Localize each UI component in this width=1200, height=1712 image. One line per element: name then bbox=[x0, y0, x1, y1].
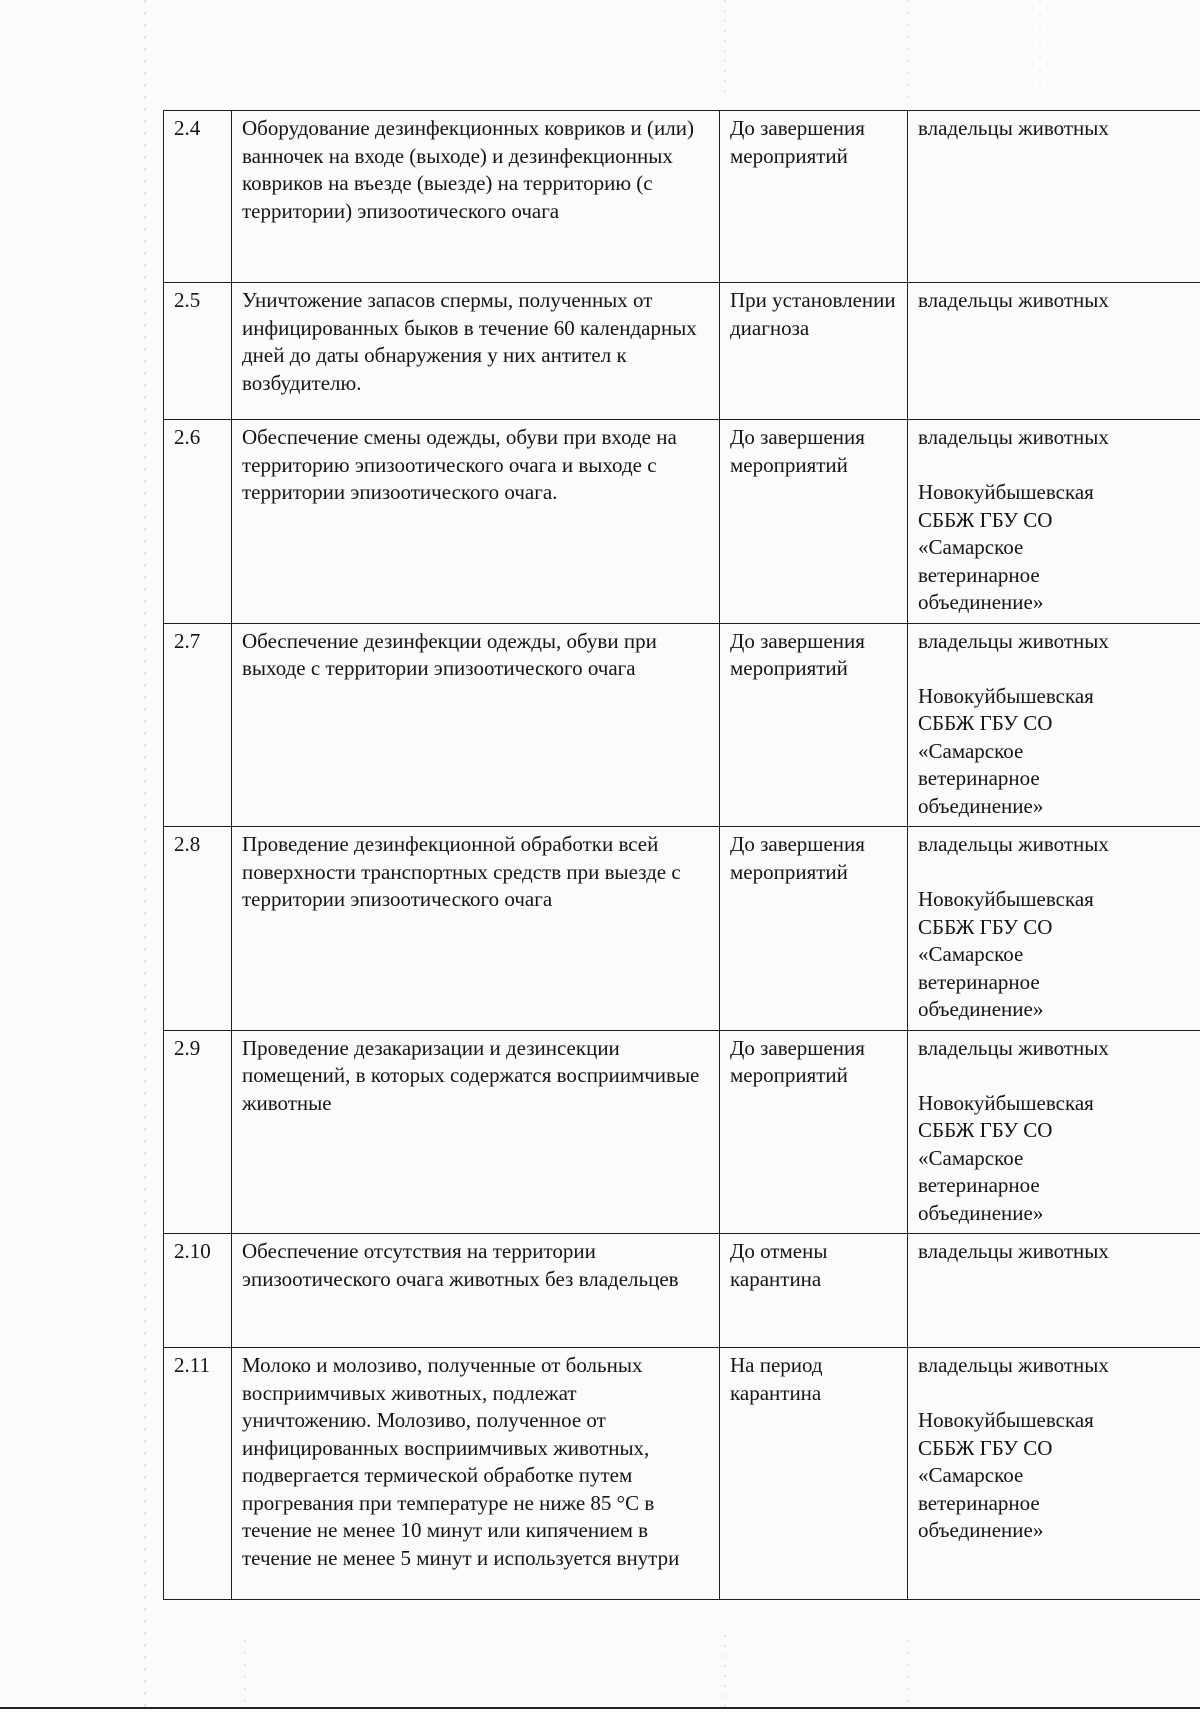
responsible-org-line: ветеринарное bbox=[918, 562, 1040, 587]
responsible-org-line: Новокуйбышевская bbox=[918, 480, 1094, 504]
measure-description: Обеспечение смены одежды, обуви при входе на территорию эпизоотического очага и выходе с территории эпизоотического очага. bbox=[232, 420, 720, 624]
table-row bbox=[164, 827, 1200, 1031]
table-row bbox=[164, 1348, 1200, 1600]
table-row bbox=[164, 1030, 1200, 1234]
measure-term: При установлении диагноза bbox=[720, 283, 908, 420]
measure-term: До завершения мероприятий bbox=[720, 420, 908, 624]
measures-table bbox=[163, 110, 1200, 1600]
measure-description: Оборудование дезинфекционных ковриков и (или) ванночек на входе (выходе) и дезинфекционных ковриков на въезде (выезде) на территорию (с территории) эпизоотического очага bbox=[232, 111, 720, 283]
measure-term: До завершения мероприятий bbox=[720, 1030, 908, 1234]
responsible-cell bbox=[908, 1348, 1200, 1600]
measure-term: До завершения мероприятий bbox=[720, 623, 908, 827]
measure-description: Проведение дезакаризации и дезинсекции помещений, в которых содержатся восприимчивые животные bbox=[232, 1030, 720, 1234]
responsible-owner: владельцы животных bbox=[918, 288, 1109, 312]
responsible-owner: владельцы животных bbox=[918, 1035, 1109, 1060]
responsible-org-line: СББЖ ГБУ СО bbox=[918, 1118, 1053, 1142]
responsible-owner: владельцы животных bbox=[918, 628, 1109, 653]
row-number: 2.8 bbox=[164, 827, 232, 1031]
responsible-org-line: «Самарское bbox=[918, 942, 1024, 966]
responsible-cell bbox=[908, 827, 1200, 1031]
responsible-org-line: СББЖ ГБУ СО bbox=[918, 711, 1053, 735]
responsible-org-line: СББЖ ГБУ СО bbox=[918, 1435, 1053, 1460]
measure-term: До завершения мероприятий bbox=[720, 827, 908, 1031]
responsible-org-line: «Самарское bbox=[918, 1145, 1024, 1170]
measure-description: Уничтожение запасов спермы, полученных от инфицированных быков в течение 60 календарных дней до даты обнаружения у них антител к возбудителю. bbox=[232, 283, 720, 420]
responsible-org-line: Новокуйбышевская bbox=[918, 1408, 1094, 1432]
table-row bbox=[164, 420, 1200, 624]
responsible-org-line: Новокуйбышевская bbox=[918, 1090, 1094, 1115]
responsible-owner: владельцы животных bbox=[918, 425, 1109, 449]
responsible-org-line: «Самарское bbox=[918, 738, 1024, 763]
responsible-org-line: «Самарское bbox=[918, 1463, 1024, 1487]
responsible-cell bbox=[908, 1030, 1200, 1234]
responsible-org-line: СББЖ ГБУ СО bbox=[918, 507, 1053, 532]
measure-term: До отмены карантина bbox=[720, 1234, 908, 1348]
responsible-cell bbox=[908, 111, 1200, 283]
responsible-org-line: ветеринарное bbox=[918, 1173, 1040, 1197]
responsible-cell bbox=[908, 623, 1200, 827]
responsible-cell bbox=[908, 420, 1200, 624]
row-number: 2.10 bbox=[164, 1234, 232, 1348]
responsible-org-line: объединение» bbox=[918, 997, 1044, 1021]
responsible-owner: владельцы животных bbox=[918, 1353, 1109, 1377]
table-row bbox=[164, 111, 1200, 283]
responsible-org-line: СББЖ ГБУ СО bbox=[918, 914, 1053, 939]
responsible-owner: владельцы животных bbox=[918, 116, 1109, 140]
responsible-owner: владельцы животных bbox=[918, 832, 1109, 856]
row-number: 2.9 bbox=[164, 1030, 232, 1234]
table-row bbox=[164, 283, 1200, 420]
measure-term: На период карантина bbox=[720, 1348, 908, 1600]
responsible-org-line: ветеринарное bbox=[918, 969, 1040, 994]
responsible-org-line: «Самарское bbox=[918, 535, 1024, 559]
row-number: 2.11 bbox=[164, 1348, 232, 1600]
measure-description: Обеспечение отсутствия на территории эпизоотического очага животных без владельцев bbox=[232, 1234, 720, 1348]
measure-description: Проведение дезинфекционной обработки всей поверхности транспортных средств при выезде с территории эпизоотического очага bbox=[232, 827, 720, 1031]
row-number: 2.4 bbox=[164, 111, 232, 283]
row-number: 2.7 bbox=[164, 623, 232, 827]
responsible-cell bbox=[908, 1234, 1200, 1348]
responsible-cell bbox=[908, 283, 1200, 420]
responsible-org-line: объединение» bbox=[918, 1518, 1044, 1542]
responsible-org-line: объединение» bbox=[918, 793, 1044, 818]
responsible-owner: владельцы животных bbox=[918, 1239, 1109, 1263]
table-row bbox=[164, 623, 1200, 827]
measure-description: Молоко и молозиво, полученные от больных восприимчивых животных, подлежат уничтожению. Молозиво, полученное от инфицированных восприимчивых животных, подвергается термической обработке путем прогревания при температуре не ниже 85 °С в течение не менее 10 минут или кипячением в течение не менее 5 минут и используется внутри bbox=[232, 1348, 720, 1600]
row-number: 2.6 bbox=[164, 420, 232, 624]
responsible-org-line: Новокуйбышевская bbox=[918, 683, 1094, 708]
row-number: 2.5 bbox=[164, 283, 232, 420]
responsible-org-line: объединение» bbox=[918, 590, 1044, 614]
measure-term: До завершения мероприятий bbox=[720, 111, 908, 283]
table-row bbox=[164, 1234, 1200, 1348]
measure-description: Обеспечение дезинфекции одежды, обуви при выходе с территории эпизоотического очага bbox=[232, 623, 720, 827]
responsible-org-line: ветеринарное bbox=[918, 1490, 1040, 1515]
responsible-org-line: ветеринарное bbox=[918, 766, 1040, 790]
responsible-org-line: объединение» bbox=[918, 1200, 1044, 1225]
responsible-org-line: Новокуйбышевская bbox=[918, 887, 1094, 911]
